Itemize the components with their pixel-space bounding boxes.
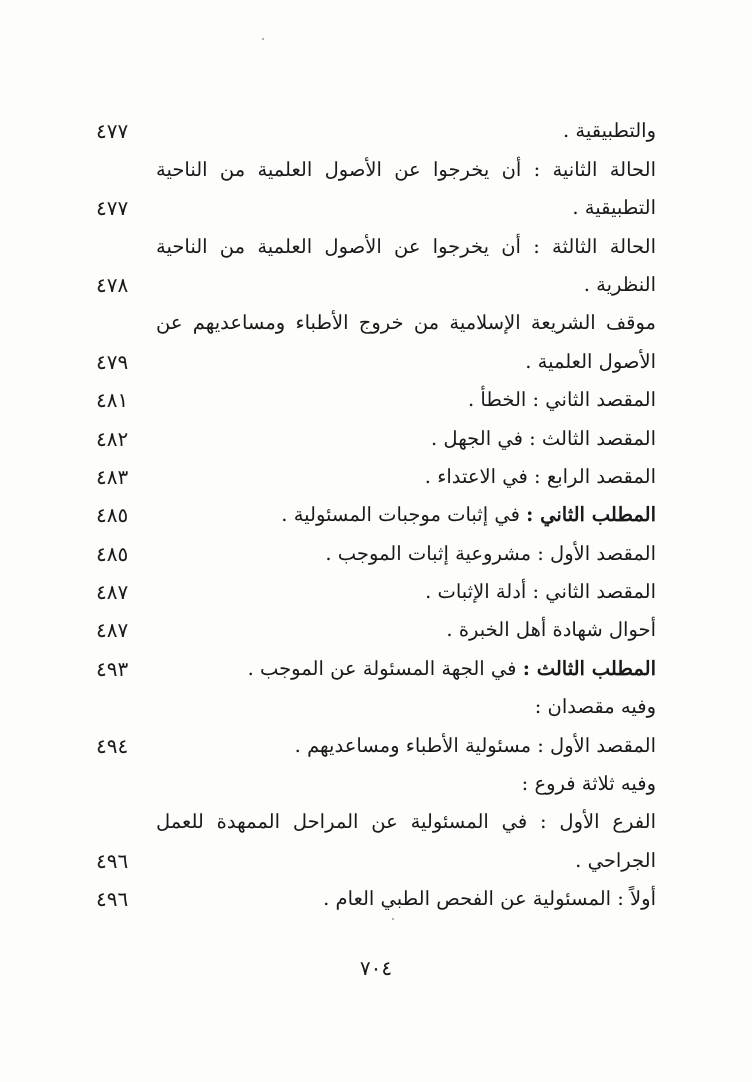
toc-row	[96, 304, 656, 342]
toc-row	[96, 496, 656, 534]
toc-entry-text: الحالة الثالثة : أن يخرجوا عن الأصول العلمية من الناحية	[156, 234, 656, 258]
toc-entry	[156, 189, 656, 227]
toc-page-number: ٤٨٣	[96, 464, 129, 489]
toc-entry-text: المقصد الثاني : أدلة الإثبات .	[425, 580, 656, 604]
toc-entry-heading: المطلب الثاني :	[526, 503, 656, 527]
toc-entry	[156, 381, 656, 419]
toc-row	[96, 726, 656, 764]
toc-row	[96, 342, 656, 380]
toc-row	[96, 688, 656, 726]
toc-page-number: ٤٧٩	[96, 349, 129, 374]
toc-page-number: ٤٩٦	[96, 887, 129, 912]
toc-page-number: ٤٩٤	[96, 733, 129, 758]
toc-row	[96, 841, 656, 879]
paper-speck	[392, 918, 394, 920]
toc-entry	[156, 496, 656, 534]
toc-row	[96, 419, 656, 457]
toc-row	[96, 227, 656, 265]
paper-speck	[262, 38, 264, 40]
toc-page-number: ٤٨٧	[96, 618, 129, 643]
toc-entry-text: والتطبيقية .	[562, 119, 656, 143]
toc-entry-text: وفيه مقصدان :	[534, 695, 656, 719]
toc-row	[96, 112, 656, 150]
toc-entry-text: الفرع الأول : في المسئولية عن المراحل الممهدة للعمل	[156, 810, 656, 834]
toc-entry-text: الأصول العلمية .	[525, 349, 656, 373]
toc-row	[96, 458, 656, 496]
toc-row	[96, 381, 656, 419]
toc-page-number: ٤٨٥	[96, 503, 129, 528]
toc-row	[96, 573, 656, 611]
toc-entry-text: في الجهة المسئولة عن الموجب .	[247, 656, 517, 680]
toc-entry	[156, 573, 656, 611]
toc-entry	[156, 650, 656, 688]
toc-entry-text: الجراحي .	[575, 848, 656, 872]
toc-entry	[156, 880, 656, 918]
toc-entry-text: المقصد الرابع : في الاعتداء .	[424, 464, 656, 488]
toc-page-number: ٤٧٨	[96, 272, 129, 297]
toc-entry	[156, 343, 656, 381]
toc-entry	[156, 266, 656, 304]
toc-entry-heading: المطلب الثالث :	[522, 656, 656, 680]
toc-row	[96, 649, 656, 687]
toc-entry	[156, 765, 656, 803]
toc-entry	[156, 727, 656, 765]
toc-page-number: ٤٨٥	[96, 541, 129, 566]
toc-entry-text: وفيه ثلاثة فروع :	[521, 772, 656, 796]
toc-entry	[156, 420, 656, 458]
toc-row	[96, 803, 656, 841]
toc-entry-text: أحوال شهادة أهل الخبرة .	[446, 618, 656, 642]
toc-row	[96, 611, 656, 649]
toc-page-number: ٤٧٧	[96, 119, 129, 144]
toc-page-number: ٤٨٢	[96, 426, 129, 451]
toc-row	[96, 534, 656, 572]
toc-page-number: ٤٧٧	[96, 196, 129, 221]
toc-page-number: ٤٨١	[96, 388, 129, 413]
table-of-contents	[96, 112, 656, 918]
toc-entry	[156, 304, 656, 342]
toc-entry	[156, 151, 656, 189]
toc-entry-text: الحالة الثانية : أن يخرجوا عن الأصول العلمية من الناحية	[156, 157, 656, 181]
toc-entry-text: موقف الشريعة الإسلامية من خروج الأطباء ومساعديهم عن	[156, 311, 656, 335]
toc-row	[96, 189, 656, 227]
toc-entry	[156, 688, 656, 726]
toc-row	[96, 266, 656, 304]
toc-row	[96, 150, 656, 188]
toc-entry-text: المقصد الثاني : الخطأ .	[468, 388, 656, 412]
toc-entry	[156, 535, 656, 573]
toc-page-number: ٤٨٧	[96, 580, 129, 605]
toc-entry	[156, 228, 656, 266]
toc-page-number: ٤٩٦	[96, 848, 129, 873]
toc-page-number: ٤٩٣	[96, 656, 129, 681]
toc-entry-text: النظرية .	[583, 272, 656, 296]
toc-entry	[156, 112, 656, 150]
toc-entry-text: التطبيقية .	[572, 196, 656, 220]
toc-entry	[156, 842, 656, 880]
toc-entry-text: المقصد الثالث : في الجهل .	[431, 426, 656, 450]
toc-entry	[156, 803, 656, 841]
toc-row	[96, 765, 656, 803]
toc-entry-text: في إثبات موجبات المسئولية .	[281, 503, 520, 527]
toc-entry-text: المقصد الأول : مسئولية الأطباء ومساعديهم .	[294, 733, 656, 757]
toc-entry-text: المقصد الأول : مشروعية إثبات الموجب .	[325, 541, 656, 565]
toc-row	[96, 880, 656, 918]
toc-entry-text: أولاً : المسئولية عن الفحص الطبي العام .	[323, 887, 656, 911]
toc-entry	[156, 611, 656, 649]
toc-entry	[156, 458, 656, 496]
page-folio-number: ٧٠٤	[359, 956, 393, 980]
